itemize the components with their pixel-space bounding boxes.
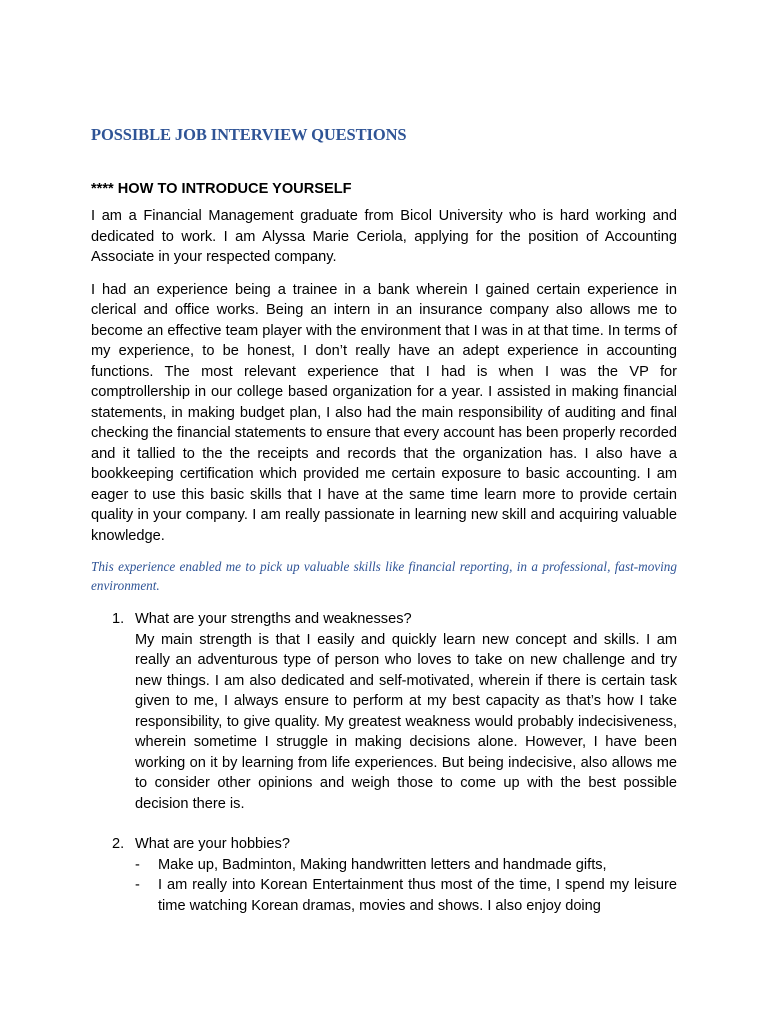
section-heading: **** HOW TO INTRODUCE YOURSELF — [91, 181, 352, 197]
experience-paragraph: I had an experience being a trainee in a bank wherein I gained certain experience in clerical and office works. Being an intern in an insurance company also allows me to become an effective team player with the environment that I was in at that time. In terms of my experience, to be honest, I don’t really have an adept experience in accounting functions. The most relevant experience that I had is when I was the VP for comptrollership in our college based organization for a year. I assisted in making financial statements, in making budget plan, I also had the main responsibility of auditing and final checking the financial statements to ensure that every account has been properly recorded and it tallied to the the receipts and records that the organization has. I also have a bookkeeping certification which provided me certain exposure to basic accounting. I am eager to use this basic skills that I have at the same time learn more to provide certain quality in your company. I am really passionate in learning new skill and acquiring valuable knowledge. — [91, 281, 677, 544]
highlight-note: This experience enabled me to pick up valuable skills like financial reporting, in a professional, fast-moving environment. — [91, 559, 677, 593]
document-page — [91, 124, 677, 916]
answer-text: My main strength is that I easily and quickly learn new concept and skills. I am really an adventurous type of person who loves to take on new challenge and try new things. I am also dedicated and self-motivated, wherein if there is certain task given to me, I always ensure to perform at my best capacity as that’s how I take responsibility, to give quality. My greatest weakness would probably indecisiveness, wherein sometime I struggle in making decisions alone. However, I have been working on it by learning from life experiences. But being indecisive, also allows me to consider other opinions and weigh those to come up with the best possible decision there is. — [135, 631, 677, 812]
question-number: 2. — [112, 836, 125, 852]
bullet-text: Make up, Badminton, Making handwritten letters and handmade gifts, — [158, 856, 607, 873]
question-text: What are your hobbies? — [135, 836, 290, 852]
question-item — [91, 834, 677, 916]
answer-bullet — [135, 875, 677, 916]
question-item — [91, 609, 677, 814]
answer-bullet-list — [135, 855, 677, 917]
question-number: 1. — [112, 611, 125, 627]
intro-paragraph: I am a Financial Management graduate from Bicol University who is hard working and dedicated to work. I am Alyssa Marie Ceriola, applying for the position of Accounting Associate in your respected company. — [91, 208, 677, 265]
answer-bullet — [135, 855, 677, 876]
page-title: POSSIBLE JOB INTERVIEW QUESTIONS — [91, 125, 407, 144]
question-list — [91, 609, 677, 916]
dash-marker: - — [135, 856, 140, 873]
bullet-text: I am really into Korean Entertainment thus most of the time, I spend my leisure time watching Korean dramas, movies and shows. I also enjoy doing — [158, 877, 677, 914]
dash-marker: - — [135, 877, 140, 893]
question-text: What are your strengths and weaknesses? — [135, 611, 412, 627]
